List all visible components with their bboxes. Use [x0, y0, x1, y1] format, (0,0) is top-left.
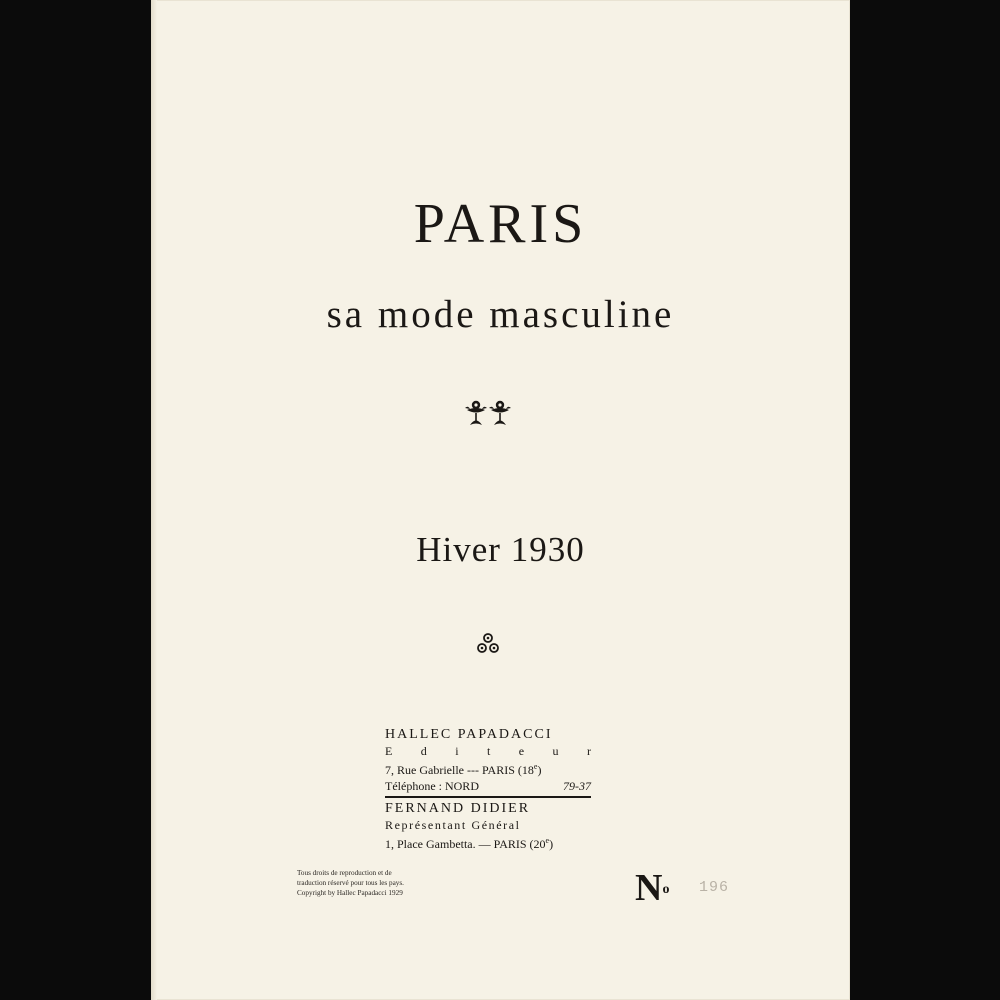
phone-label: Téléphone : NORD: [385, 779, 479, 793]
role-letter: u: [552, 744, 559, 758]
representative-address-text: 1, Place Gambetta. — PARIS (20: [385, 837, 546, 851]
role-letter: d: [420, 744, 427, 758]
publisher-role: [385, 743, 591, 759]
representative-name: FERNAND DIDIER: [385, 801, 531, 816]
role-letter: i: [455, 744, 459, 758]
publisher-address-close: ): [537, 763, 542, 777]
representative-address-close: ): [549, 837, 554, 851]
copyright-line: Copyright by Hallec Papadacci 1929: [297, 889, 403, 897]
role-letter: E: [385, 744, 393, 758]
cover-subtitle: sa mode masculine: [326, 293, 675, 336]
floral-ornament-pair-icon: [463, 396, 513, 430]
publisher-address-text: 7, Rue Gabrielle --- PARIS (18: [385, 763, 534, 777]
representative-address-sup: e: [545, 836, 550, 845]
issue-label-sup: o: [662, 882, 670, 897]
cover-page: [151, 0, 850, 1000]
cover-title: PARIS: [413, 193, 588, 255]
representative-address: [385, 833, 591, 852]
publisher-address-sup: e: [533, 762, 538, 771]
copyright-notice: [297, 868, 425, 898]
issue-number-stamp: 196: [699, 879, 730, 896]
role-letter: t: [487, 744, 491, 758]
copyright-line: traduction réservé pour tous les pays.: [297, 879, 404, 887]
representative-title: Représentant Général: [385, 818, 521, 832]
publisher-address: [385, 759, 591, 778]
role-letter: e: [518, 744, 525, 758]
rosette-cluster-icon: [476, 632, 500, 656]
issue-label: [635, 866, 669, 910]
publisher-divider: [385, 796, 591, 798]
publisher-block: [385, 726, 591, 852]
copyright-line: Tous droits de reproduction et de: [297, 869, 392, 877]
publisher-name: HALLEC PAPADACCI: [385, 727, 553, 742]
role-letter: r: [586, 744, 591, 758]
season-heading: Hiver 1930: [416, 530, 585, 569]
publisher-phone: [385, 778, 591, 794]
page-edge: [151, 0, 157, 1000]
phone-number: 79-37: [563, 779, 591, 793]
issue-number-block: [635, 866, 755, 910]
issue-label-letter: N: [635, 867, 663, 909]
